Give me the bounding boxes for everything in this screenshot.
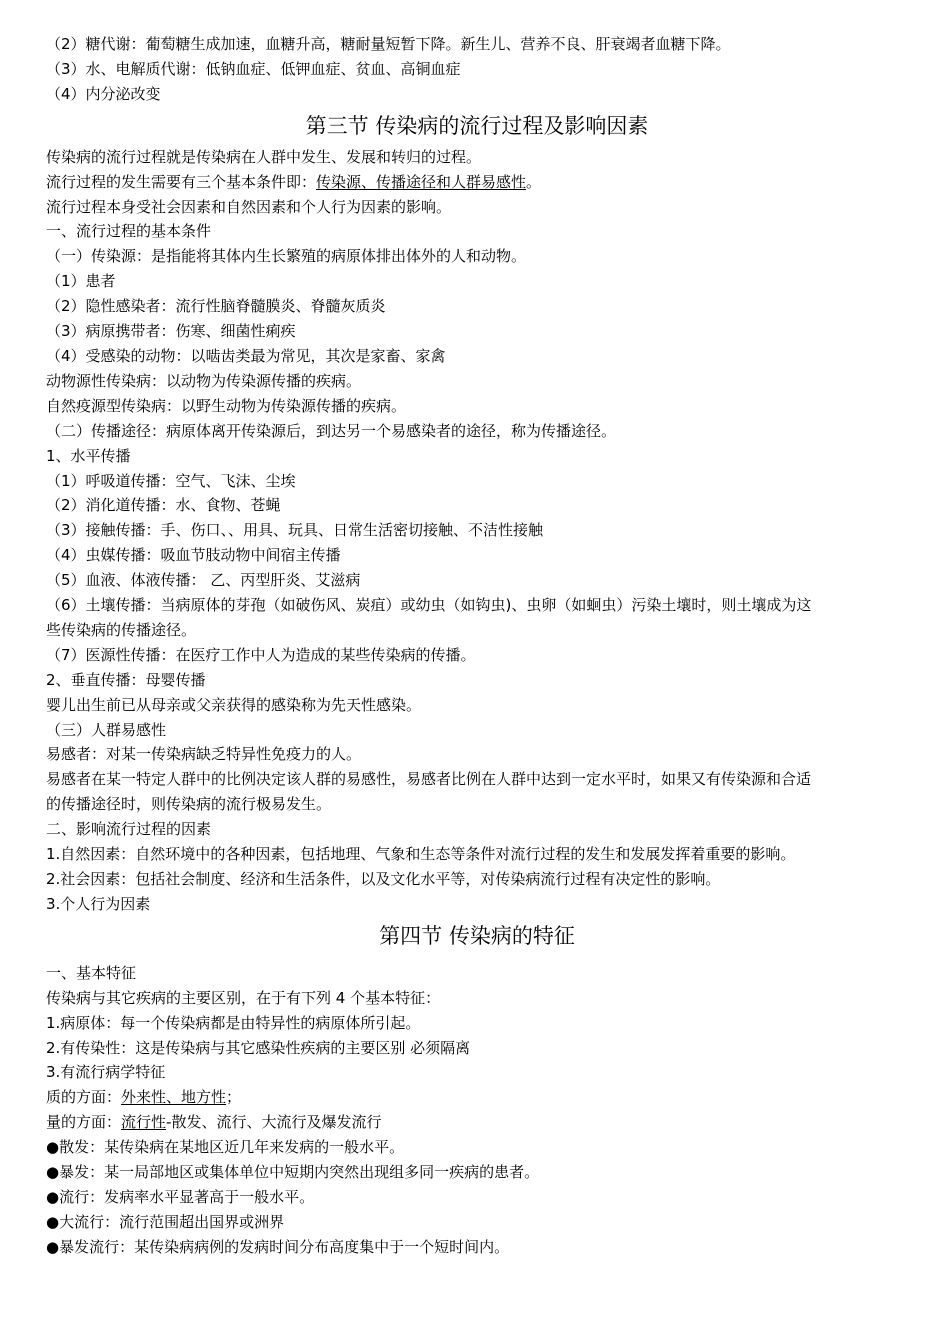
paragraph-continuation: 的传播途径时，则传染病的流行极易发生。 (46, 795, 332, 814)
paragraph (46, 1110, 908, 1135)
paragraph: 传染病与其它疾病的主要区别，在于有下列 4 个基本特征： (46, 988, 441, 1007)
list-item: 1.病原体：每一个传染病都是由特异性的病原体所引起。 (46, 1013, 421, 1032)
paragraph: 易感者：对某一传染病缺乏特异性免疫力的人。 (46, 745, 362, 764)
text: 质的方面： (46, 1088, 122, 1107)
underlined-text: 传染源、传播途径和人群易感性 (316, 172, 527, 191)
bullet-item: ●流行：发病率水平显著高于一般水平。 (46, 1187, 315, 1206)
bullet-item: ●散发：某传染病在某地区近几年来发病的一般水平。 (46, 1138, 405, 1157)
subheading: 一、流行过程的基本条件 (46, 222, 212, 241)
paragraph: 传染病的流行过程就是传染病在人群中发生、发展和转归的过程。 (46, 147, 482, 166)
list-item: 3.个人行为因素 (46, 894, 151, 913)
underlined-text: 外来性、地方性 (121, 1088, 227, 1107)
paragraph: 自然疫源型传染病：以野生动物为传染源传播的疾病。 (46, 396, 407, 415)
list-item: （6）土壤传播：当病原体的芽孢（如破伤风、炭疽）或幼虫（如钩虫)、虫卵（如蛔虫）污染土壤时，则土壤成为这 (46, 596, 812, 615)
subheading: （三）人群易感性 (46, 720, 167, 739)
list-item: 2.社会因素：包括社会制度、经济和生活条件，以及文化水平等，对传染病流行过程有决定性的影响。 (46, 870, 721, 888)
underlined-text: 流行性 (121, 1113, 167, 1132)
subheading: 1、水平传播 (46, 446, 131, 465)
text: 流行过程的发生需要有三个基本条件即： (46, 172, 317, 191)
list-item-continuation: 些传染病的传播途径。 (46, 620, 197, 639)
paragraph: 婴儿出生前已从母亲或父亲获得的感染称为先天性感染。 (46, 695, 422, 714)
subheading: 二、影响流行过程的因素 (46, 820, 212, 839)
subheading: 2、垂直传播：母婴传播 (46, 670, 206, 689)
list-item: （4）受感染的动物：以啮齿类最为常见，其次是家畜、家禽 (46, 346, 446, 365)
paragraph: 流行过程本身受社会因素和自然因素和个人行为因素的影响。 (46, 197, 452, 216)
document-page (46, 32, 908, 1260)
list-item: （3）接触传播：手、伤口、、用具、玩具、日常生活密切接触、不洁性接触 (46, 521, 544, 540)
list-item: （2）消化道传播：水、食物、苍蝇 (46, 496, 281, 515)
paragraph (46, 170, 908, 195)
list-item: 3.有流行病学特征 (46, 1063, 166, 1082)
paragraph: （二）传播途径：病原体离开传染源后，到达另一个易感染者的途径，称为传播途径。 (46, 421, 617, 440)
section-title: 第四节 传染病的特征 (379, 923, 575, 948)
section-title: 第三节 传染病的流行过程及影响因素 (305, 113, 649, 138)
text: 。 (526, 172, 542, 191)
list-item: （3）病原携带者：伤寒、细菌性痢疾 (46, 322, 296, 341)
paragraph: （一）传染源：是指能将其体内生长繁殖的病原体排出体外的人和动物。 (46, 247, 527, 266)
bullet-item: ●大流行：流行范围超出国界或洲界 (46, 1212, 285, 1231)
paragraph (46, 1085, 908, 1110)
list-item: （2）隐性感染者：流行性脑脊髓膜炎、脊髓灰质炎 (46, 297, 386, 316)
bullet-item: ●暴发：某一局部地区或集体单位中短期内突然出现组多同一疾病的患者。 (46, 1163, 540, 1182)
text: -散发、流行、大流行及爆发流行 (166, 1113, 382, 1132)
list-item: （1）呼吸道传播：空气、飞沫、尘埃 (46, 471, 296, 490)
paragraph: （2）糖代谢：葡萄糖生成加速，血糖升高，糖耐量短暂下降。新生儿、营养不良、肝衰竭者血糖下降。 (46, 35, 731, 53)
paragraph: 易感者在某一特定人群中的比例决定该人群的易感性，易感者比例在人群中达到一定水平时，如果又有传染源和合适 (46, 770, 812, 789)
list-item: （5）血液、体液传播： 乙、丙型肝炎、艾滋病 (46, 571, 361, 590)
list-item: （7）医源性传播：在医疗工作中人为造成的某些传染病的传播。 (46, 645, 476, 664)
text: 量的方面： (46, 1113, 122, 1132)
list-item: （4）虫媒传播：吸血节肢动物中间宿主传播 (46, 546, 341, 565)
paragraph: （4）内分泌改变 (46, 84, 161, 103)
bullet-item: ●暴发流行：某传染病病例的发病时间分布高度集中于一个短时间内。 (46, 1237, 510, 1256)
list-item: 1.自然因素：自然环境中的各种因素，包括地理、气象和生态等条件对流行过程的发生和发展发挥着重要的影响。 (46, 845, 796, 864)
paragraph: 动物源性传染病：以动物为传染源传播的疾病。 (46, 371, 362, 390)
list-item: 2.有传染性：这是传染病与其它感染性疾病的主要区别 必须隔离 (46, 1038, 471, 1057)
subheading: 一、基本特征 (46, 963, 137, 982)
text: ； (226, 1088, 242, 1107)
paragraph: （3）水、电解质代谢：低钠血症、低钾血症、贫血、高铜血症 (46, 59, 461, 78)
list-item: （1）患者 (46, 272, 116, 291)
